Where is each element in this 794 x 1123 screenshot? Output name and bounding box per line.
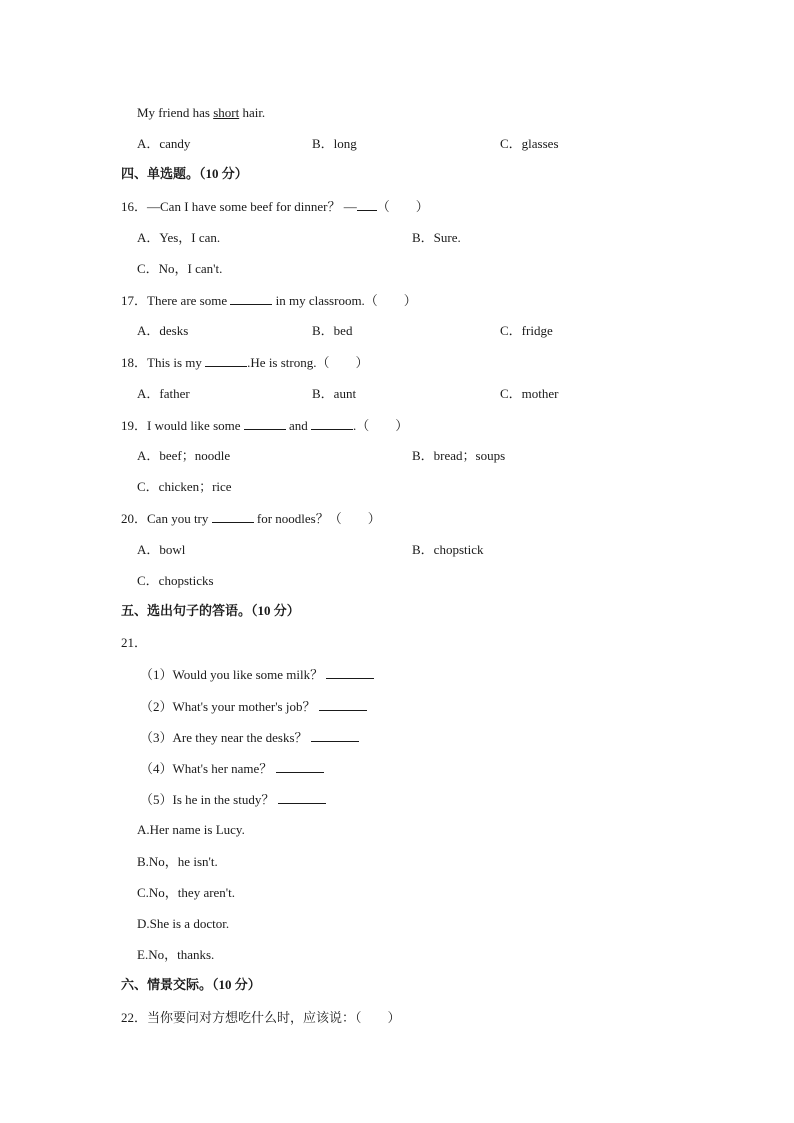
q20-option-c: C．chopsticks	[137, 573, 214, 588]
section-4-title: 四、单选题。（10 分）	[121, 166, 248, 181]
q15-option-b: B．long	[312, 136, 357, 151]
q21-item-2: （2）What's your mother's job？	[140, 698, 367, 715]
answer-blank	[326, 666, 374, 679]
question-18-stem: 18．This is my .He is strong.（ ）	[121, 355, 369, 370]
section-5-title: 五、选出句子的答语。（10 分）	[121, 603, 300, 618]
q21-item-3: （3）Are they near the desks？	[140, 729, 359, 746]
q18-option-a: A．father	[137, 386, 190, 401]
answer-blank	[278, 791, 326, 804]
answer-blank	[311, 417, 353, 430]
q19-option-a: A．beef；noodle	[137, 448, 231, 463]
q19-option-c: C．chicken；rice	[137, 479, 232, 494]
answer-blank	[244, 417, 286, 430]
answer-blank	[230, 292, 272, 305]
answer-blank	[357, 198, 377, 211]
underlined-word: short	[213, 105, 240, 120]
question-16-stem: 16．—Can I have some beef for dinner？ — （ ）	[121, 199, 429, 214]
q21-answer-d: D.She is a doctor.	[137, 916, 230, 931]
q19-option-b: B．bread；soups	[412, 448, 506, 463]
q15-option-a: A．candy	[137, 136, 191, 151]
q20-option-a: A．bowl	[137, 542, 186, 557]
q21-item-4: （4）What's her name？	[140, 760, 324, 777]
q21-item-1: （1）Would you like some milk？	[140, 666, 374, 683]
q16-option-a: A．Yes，I can.	[137, 230, 221, 245]
q17-option-a: A．desks	[137, 323, 189, 338]
q21-item-5: （5）Is he in the study？	[140, 791, 326, 808]
question-17-stem: 17．There are some in my classroom.（ ）	[121, 293, 417, 308]
question-22-stem: 22．当你要问对方想吃什么时，应该说：（ ）	[121, 1010, 401, 1025]
section-6-title: 六、情景交际。（10 分）	[121, 977, 261, 992]
question-20-stem: 20．Can you try for noodles？（ ）	[121, 511, 381, 526]
answer-blank	[276, 760, 324, 773]
answer-blank	[212, 510, 254, 523]
answer-blank	[311, 729, 359, 742]
q18-option-c: C．mother	[500, 386, 559, 401]
question-19-stem: 19．I would like some and .（ ）	[121, 418, 409, 433]
answer-blank	[205, 354, 247, 367]
question-21-number: 21．	[121, 635, 148, 650]
q21-answer-b: B.No，he isn't.	[137, 854, 218, 869]
q20-option-b: B．chopstick	[412, 542, 484, 557]
q18-option-b: B．aunt	[312, 386, 357, 401]
q21-answer-e: E.No，thanks.	[137, 947, 215, 962]
q16-option-b: B．Sure.	[412, 230, 461, 245]
q17-option-b: B．bed	[312, 323, 353, 338]
q21-answer-c: C.No，they aren't.	[137, 885, 236, 900]
q21-answer-a: A.Her name is Lucy.	[137, 822, 245, 837]
answer-blank	[319, 698, 367, 711]
q15-option-c: C．glasses	[500, 136, 559, 151]
q17-option-c: C．fridge	[500, 323, 553, 338]
question-15-stem: My friend has short hair.	[137, 105, 266, 120]
q16-option-c: C．No，I can't.	[137, 261, 223, 276]
